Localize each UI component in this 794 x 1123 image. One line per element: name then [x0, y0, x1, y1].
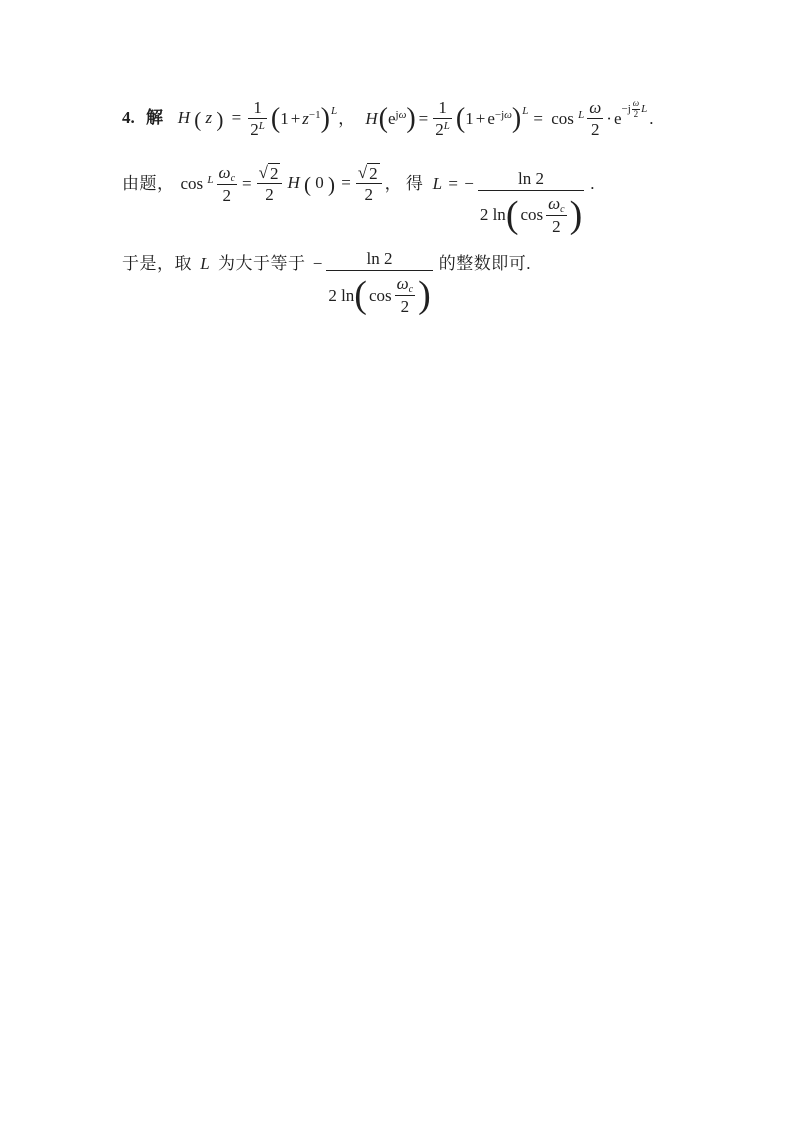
phrase-conclusion-start	[122, 253, 322, 275]
denominator-2ln-cos	[326, 271, 432, 318]
fraction-omegac-over-2	[546, 193, 566, 237]
H-of-0-equals	[285, 172, 352, 196]
numerator-sqrt2	[257, 162, 283, 184]
radical-sqrt2	[358, 163, 380, 184]
exponent-L: L	[330, 104, 338, 117]
num-0: 0	[315, 173, 324, 192]
left-paren: (	[194, 107, 202, 132]
var-omega: ω	[398, 108, 407, 121]
item-number: 4.	[122, 108, 135, 127]
minus-sign: −	[464, 173, 474, 193]
denominator-2: 2	[265, 185, 274, 205]
right-paren: )	[327, 172, 335, 197]
denominator-2: 2	[400, 297, 410, 317]
numerator: 1	[438, 98, 447, 117]
left-paren: (	[378, 102, 388, 134]
num-1: 1	[280, 108, 289, 128]
right-paren: )	[569, 193, 583, 236]
numerator-omega-c	[395, 273, 415, 295]
fullwidth-comma: ，	[384, 173, 402, 193]
equals-sign: =	[448, 173, 458, 193]
fraction-1-over-2L	[433, 97, 452, 141]
group-content	[388, 108, 406, 130]
equals-sign: =	[418, 108, 429, 128]
cos-function: cos	[368, 285, 392, 305]
comma-de-L-equals-minus	[385, 173, 474, 195]
exponent-neg-jomega	[495, 109, 512, 121]
euler-e: e	[387, 108, 396, 128]
fraction-omegac-over-2	[395, 273, 415, 317]
right-paren: )	[418, 274, 431, 317]
line1-head	[122, 107, 245, 131]
group-content	[280, 108, 320, 130]
fraction-omegac-over-2	[217, 162, 237, 206]
exp-term-e	[613, 98, 648, 129]
paren-group-e-jw	[378, 102, 416, 134]
euler-e: e	[487, 108, 495, 128]
var-z: z	[205, 108, 213, 127]
subscript-c: c	[408, 284, 414, 296]
radicand-2: 2	[269, 163, 279, 183]
left-paren: (	[303, 172, 311, 197]
exponent-neg1: −1	[308, 108, 321, 121]
denominator-2: 2	[364, 185, 373, 205]
var-omega: ω	[396, 274, 409, 294]
phrase-wei-dayu-dengyu: 为大于等于	[217, 254, 306, 274]
var-L: L	[200, 254, 210, 274]
two-ln: 2 ln	[479, 205, 506, 225]
word-de: 得	[405, 173, 424, 193]
plus-sign: +	[475, 108, 486, 128]
numerator-sqrt2	[356, 162, 382, 184]
left-paren: (	[354, 274, 367, 317]
base-2: 2	[250, 120, 259, 140]
cos-power-L	[181, 173, 214, 195]
fullwidth-comma: ，	[338, 108, 356, 128]
right-paren: )	[320, 102, 330, 134]
cos-function: cos	[551, 108, 574, 128]
exponent-L: L	[641, 103, 648, 116]
denominator-2: 2	[222, 185, 232, 205]
right-paren: )	[406, 102, 416, 134]
var-omega: ω	[218, 162, 231, 182]
math-line-2	[122, 146, 653, 236]
left-paren: (	[455, 102, 466, 134]
subscript-c: c	[560, 203, 565, 215]
numerator: 1	[253, 98, 262, 117]
subscript-c: c	[230, 172, 236, 184]
denominator	[248, 119, 267, 140]
big-fraction-ln2	[478, 168, 584, 239]
tiny-fraction-omega-over-2	[632, 99, 640, 120]
period: .	[649, 108, 654, 128]
numerator-ln2: ln 2	[366, 249, 393, 268]
middle-dot: ·	[606, 108, 612, 128]
equals-sign: =	[231, 108, 242, 127]
neg-imag-j: −j	[494, 108, 505, 121]
denominator-2: 2	[552, 216, 561, 236]
fraction-sqrt2-over-2	[257, 162, 283, 206]
exponent-L: L	[207, 173, 214, 186]
big-fraction-ln2	[326, 248, 432, 319]
var-L: L	[432, 173, 443, 193]
numerator-omega-c	[546, 193, 566, 215]
fraction-1-over-2L	[248, 97, 267, 141]
cos-function: cos	[180, 173, 204, 193]
var-z: z	[302, 108, 309, 128]
var-omega: ω	[548, 193, 561, 213]
numerator-ln2: ln 2	[518, 168, 545, 188]
fraction-omega-over-2	[587, 97, 603, 141]
equals-sign: =	[242, 173, 252, 193]
exponent-L: L	[522, 104, 529, 117]
solve-label: 解	[146, 108, 164, 127]
num-1: 1	[465, 108, 474, 128]
exponent-L: L	[578, 108, 585, 121]
minus-sign: −	[312, 254, 323, 274]
denominator-2: 2	[633, 109, 639, 120]
phrase-yushi-qu: 于是，取	[122, 254, 192, 274]
group-content	[465, 108, 512, 130]
comma-and-H	[338, 108, 378, 130]
exponent-jomega	[396, 109, 407, 121]
exponent-L: L	[258, 120, 265, 133]
paren-group-1-plus-e-negjw	[455, 102, 529, 134]
radical-sqrt2	[259, 163, 281, 184]
euler-e: e	[613, 109, 622, 129]
radical-sign: √	[258, 162, 268, 182]
left-paren: (	[505, 193, 519, 236]
plus-sign: +	[290, 108, 301, 128]
denominator-2ln-cos	[478, 191, 584, 238]
var-omega: ω	[504, 108, 512, 121]
fraction-sqrt2-over-2	[356, 162, 382, 206]
exponent-L: L	[443, 120, 450, 133]
numerator-omega: ω	[632, 98, 640, 109]
right-paren: )	[216, 107, 224, 132]
imag-j: j	[395, 108, 399, 121]
radical-sign: √	[357, 162, 368, 182]
two-ln: 2 ln	[328, 285, 355, 305]
var-H: H	[177, 108, 191, 127]
paren-group-1-plus-z-inv	[270, 102, 338, 134]
base-2: 2	[435, 120, 444, 140]
right-paren: )	[511, 102, 522, 134]
numerator-omega-c	[217, 162, 237, 184]
solution-block	[122, 97, 654, 317]
phrase-youti: 由题，	[122, 173, 175, 193]
var-H: H	[365, 108, 378, 128]
period: .	[590, 173, 595, 193]
neg-imag-j: −j	[621, 103, 631, 116]
cos-function: cos	[520, 205, 544, 225]
left-paren: (	[270, 102, 281, 134]
denominator	[433, 119, 452, 140]
equals-sign: =	[341, 173, 351, 192]
numerator-omega: ω	[589, 98, 602, 117]
equals-sign: =	[533, 108, 543, 128]
equals-cos	[529, 108, 584, 130]
phrase-conclusion-end: 的整数即可.	[438, 254, 531, 274]
var-H: H	[287, 173, 300, 192]
denominator-2: 2	[591, 120, 600, 140]
math-line-1	[122, 97, 653, 141]
radicand-2: 2	[369, 163, 378, 183]
exponent-negj-omega-half-L	[621, 99, 647, 120]
